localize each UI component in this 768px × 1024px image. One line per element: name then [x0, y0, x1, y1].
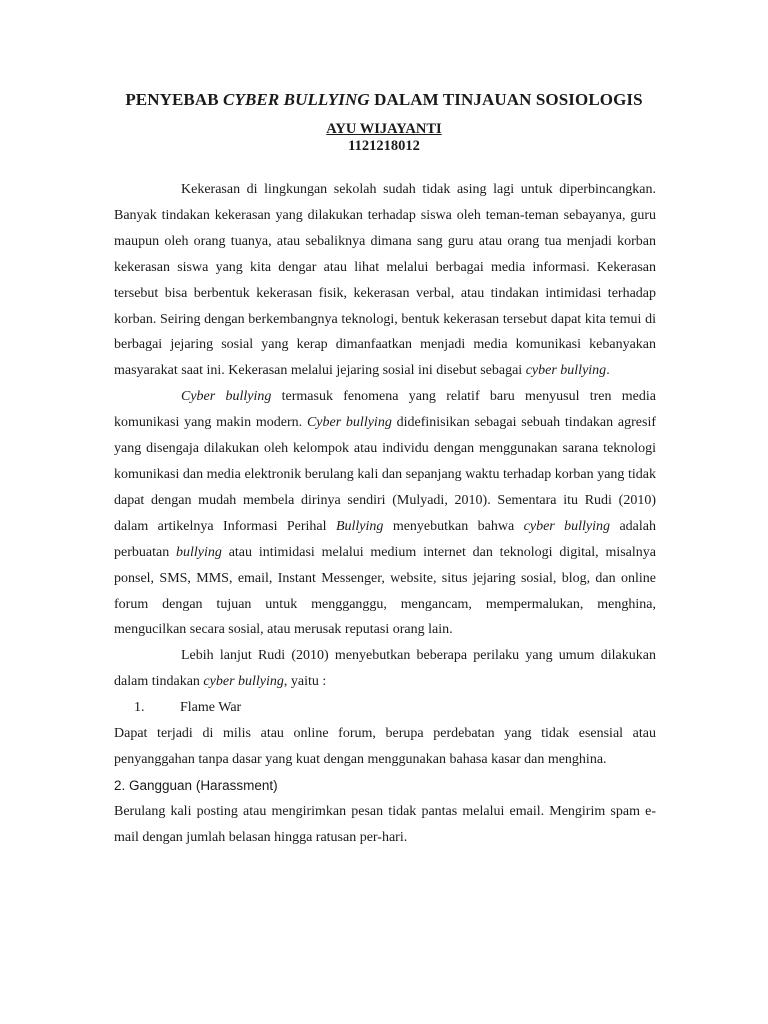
student-id: 1121218012 [348, 138, 420, 154]
p2-i: bullying [176, 544, 222, 560]
document-body [114, 177, 656, 851]
p2-a: Cyber bullying [181, 389, 272, 405]
title-prefix: PENYEBAB [125, 90, 224, 109]
paragraph-2 [114, 384, 656, 643]
p2-f: menyebutkan bahwa [383, 518, 524, 534]
p3-c: , yaitu : [283, 674, 327, 690]
list-item-2-label: 2. Gangguan (Harassment) [114, 777, 278, 793]
p1-italic: cyber bullying [525, 363, 607, 379]
author-name: AYU WIJAYANTI [326, 121, 442, 137]
p2-b: termasuk fenomena yang relatif baru menyusul tren media komunikasi yang makin modern. [114, 389, 656, 431]
p2-h: adalah perbuatan [114, 518, 657, 560]
document-title [0, 90, 768, 110]
list-item-1-number: 1. [134, 700, 145, 716]
p2-e: Bullying [335, 518, 384, 534]
p2-c: Cyber bullying [306, 415, 392, 431]
p1-end: . [606, 363, 610, 379]
p1-text: Kekerasan di lingkungan sekolah sudah tidak asing lagi untuk diperbincangkan. Banyak tindakan kekerasan yang dilakukan terhadap siswa oleh teman-teman sebayanya, guru maupun oleh orang tuanya, atau sebaliknya dimana sang guru atau orang tua menjadi korban kekerasan siswa yang kita dengar atau lihat melalui berbagai media informasi. Kekerasan tersebut bisa berbentuk kekerasan fisik, kekerasan verbal, atau tindakan intimidasi terhadap korban. Seiring dengan berkembangnya teknologi, bentuk kekerasan tersebut dapat kita temui di berbagai jejaring sosial yang kerap dimanfaatkan menjadi media komunikasi kebanyakan masyarakat saat ini. Kekerasan melalui jejaring sosial ini disebut sebagai [114, 182, 656, 379]
p3-a: Lebih lanjut Rudi (2010) menyebutkan beberapa perilaku yang umum dilakukan dalam tindakan [114, 648, 656, 690]
list-item-1-description: Dapat terjadi di milis atau online forum, berupa perdebatan yang tidak esensial atau penyanggahan tanpa dasar yang kuat dengan menggunakan bahasa kasar dan menghina. [114, 726, 656, 767]
paragraph-3 [114, 643, 656, 695]
list-item-2-description: Berulang kali posting atau mengirimkan pesan tidak pantas melalui email. Mengirim spam e-mail dengan jumlah belasan hingga ratusan per-hari. [114, 803, 656, 845]
paragraph-1 [114, 177, 656, 384]
list-item-1-label: Flame War [180, 700, 242, 716]
title-suffix: DALAM TINJAUAN SOSIOLOGIS [369, 90, 643, 109]
p2-d: didefinisikan sebagai sebuah tindakan agresif yang disengaja dilakukan oleh kelompok atau individu dengan menggunakan sarana teknologi komunikasi dan media elektronik berulang kali dan sepanjang waktu terhadap korban yang tidak dapat dengan mudah membela dirinya sendiri (Mulyadi, 2010). Sementara itu Rudi (2010) dalam artikelnya Informasi Perihal [114, 415, 656, 534]
title-italic: CYBER BULLYING [223, 90, 370, 109]
list-item-1 [114, 695, 656, 721]
p2-g: cyber bullying [523, 518, 611, 534]
p3-b: cyber bullying [203, 674, 284, 690]
p2-j: atau intimidasi melalui medium internet dan teknologi digital, misalnya ponsel, SMS, MMS, email, Instant Messenger, website, situs jejaring sosial, blog, dan online forum dengan tujuan untuk mengganggu, mengancam, mempermalukan, menghina, mengucilkan secara sosial, atau merusak reputasi orang lain. [114, 544, 656, 638]
